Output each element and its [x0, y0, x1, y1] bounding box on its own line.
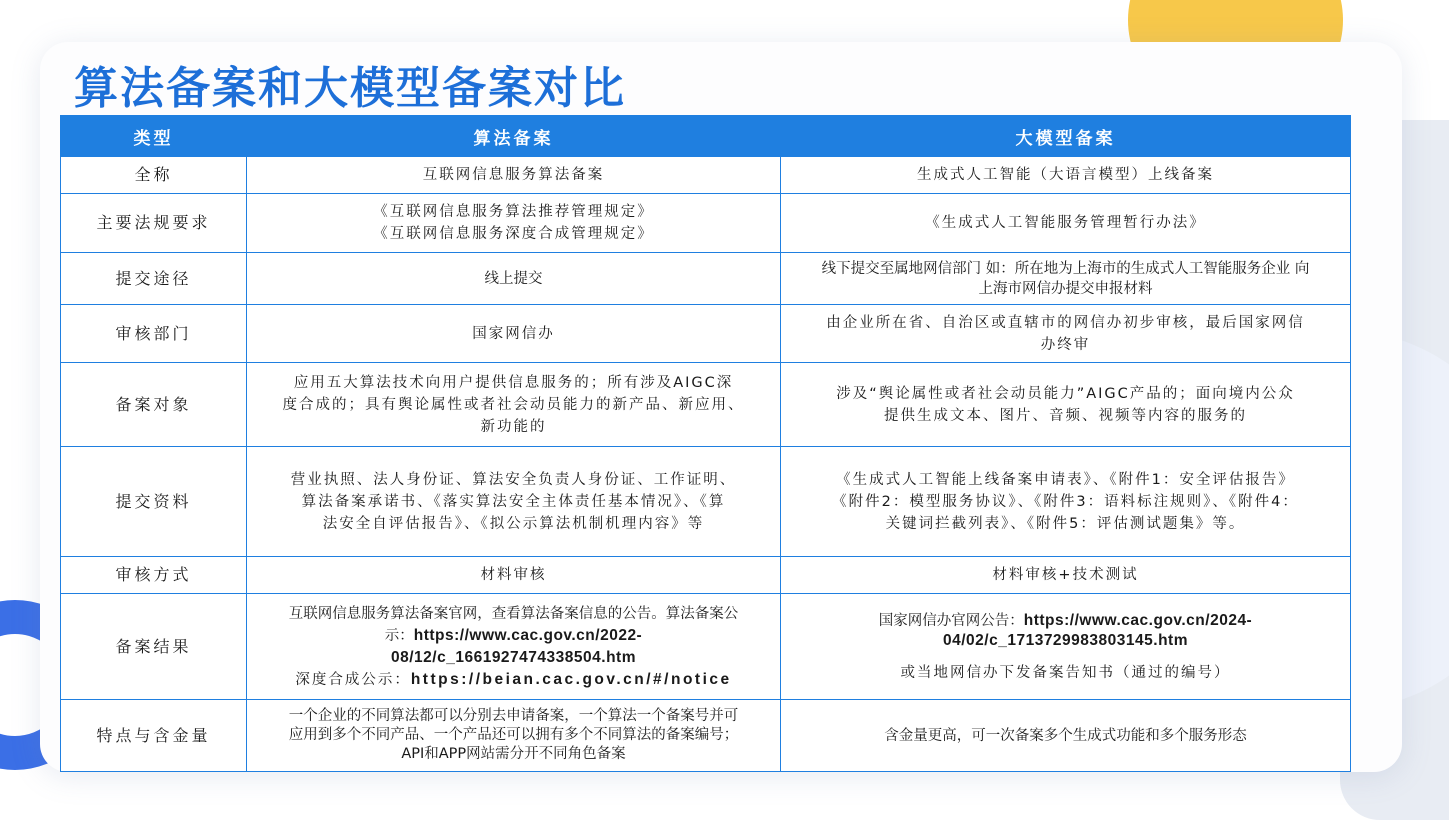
cell-line: 上海市网信办提交申报材料 — [978, 280, 1153, 297]
llm-cell — [781, 253, 1351, 305]
deep-synthesis-link[interactable]: https://beian.cac.gov.cn/#/notice — [410, 670, 732, 688]
algo-cell — [247, 194, 781, 253]
row-label: 审核方式 — [61, 557, 247, 594]
cell-line: 《生成式人工智能服务管理暂行办法》 — [925, 215, 1206, 231]
cell-line: 或当地网信办下发备案告知书（通过的编号） — [900, 664, 1231, 681]
llm-cell — [781, 157, 1351, 194]
algo-cell — [247, 253, 781, 305]
row-label: 备案结果 — [61, 594, 247, 700]
cell-line — [795, 631, 1336, 651]
cell-line — [795, 611, 1336, 631]
cell-line: 《附件2：模型服务协议》、《附件3：语料标注规则》、《附件4： — [832, 493, 1299, 510]
cell-line: 应用到多个不同产品、一个产品还可以拥有多个不同算法的备案编号； — [288, 727, 739, 743]
cell-line: 涉及“舆论属性或者社会动员能力”AIGC产品的；面向境内公众 — [836, 385, 1295, 402]
table-row — [61, 700, 1351, 772]
cell-line: 互联网信息服务算法备案 — [422, 167, 605, 183]
table-row — [61, 594, 1351, 700]
header-type: 类型 — [61, 116, 247, 157]
cell-line: 互联网信息服务算法备案官网，查看算法备案信息的公告。算法备案公 — [288, 605, 739, 622]
row-label: 审核部门 — [61, 305, 247, 363]
row-label: 提交途径 — [61, 253, 247, 305]
comparison-table — [60, 115, 1351, 772]
algo-cell — [247, 363, 781, 447]
cell-text: 深度合成公示： — [295, 671, 411, 688]
llm-cell — [781, 557, 1351, 594]
row-label: 备案对象 — [61, 363, 247, 447]
table-row — [61, 557, 1351, 594]
cell-line: 关键词拦截列表》、《附件5：评估测试题集》等。 — [885, 515, 1246, 532]
cell-text: 示： — [384, 627, 414, 644]
llm-cell — [781, 194, 1351, 253]
llm-cell — [781, 700, 1351, 772]
llm-cell — [781, 447, 1351, 557]
row-label: 提交资料 — [61, 447, 247, 557]
algo-cell — [247, 447, 781, 557]
header-llm: 大模型备案 — [781, 116, 1351, 157]
cell-line — [261, 625, 766, 647]
header-algo: 算法备案 — [247, 116, 781, 157]
table-row — [61, 305, 1351, 363]
cell-line: 生成式人工智能（大语言模型）上线备案 — [917, 167, 1214, 183]
cell-line: 《互联网信息服务算法推荐管理规定》 — [373, 204, 654, 220]
algo-cell — [247, 157, 781, 194]
table-row — [61, 194, 1351, 253]
cell-line — [261, 669, 766, 691]
cell-line: 新功能的 — [480, 418, 547, 435]
cell-line: 法安全自评估报告》、《拟公示算法机制机理内容》等 — [322, 515, 705, 532]
llm-cell — [781, 363, 1351, 447]
llm-announcement-link-cont[interactable]: 04/02/c_1713729983803145.htm — [943, 631, 1188, 649]
row-label: 全称 — [61, 157, 247, 194]
cell-text: 国家网信办官网公告： — [878, 612, 1024, 629]
cell-line: 提供生成文本、图片、音频、视频等内容的服务的 — [884, 407, 1247, 424]
cell-line: 由企业所在省、自治区或直辖市的网信办初步审核，最后国家网信 — [826, 314, 1305, 331]
table-row — [61, 363, 1351, 447]
llm-cell — [781, 594, 1351, 700]
cell-line: 应用五大算法技术向用户提供信息服务的；所有涉及AIGC深 — [293, 374, 734, 391]
cell-line: 线上提交 — [484, 270, 543, 287]
cell-line: 材料审核 — [480, 567, 547, 583]
algo-announcement-link-cont[interactable]: 08/12/c_1661927474338504.htm — [391, 648, 636, 666]
table-row — [61, 157, 1351, 194]
cell-line: 营业执照、法人身份证、算法安全负责人身份证、工作证明、 — [290, 471, 737, 488]
algo-cell — [247, 557, 781, 594]
cell-line: API和APP网站需分开不同角色备案 — [401, 746, 626, 762]
cell-line: 算法备案承诺书、《落实算法安全主体责任基本情况》、《算 — [301, 493, 726, 510]
cell-line: 材料审核+技术测试 — [992, 567, 1139, 583]
algo-cell — [247, 700, 781, 772]
row-label: 特点与含金量 — [61, 700, 247, 772]
algo-cell — [247, 594, 781, 700]
cell-line: 线下提交至属地网信部门 如：所在地为上海市的生成式人工智能服务企业 向 — [821, 260, 1310, 277]
llm-announcement-link[interactable]: https://www.cac.gov.cn/2024- — [1023, 611, 1253, 629]
cell-line: 《生成式人工智能上线备案申请表》、《附件1：安全评估报告》 — [836, 471, 1295, 488]
row-label: 主要法规要求 — [61, 194, 247, 253]
cell-line: 度合成的；具有舆论属性或者社会动员能力的新产品、新应用、 — [282, 396, 745, 413]
cell-line: 一个企业的不同算法都可以分别去申请备案，一个算法一个备案号并可 — [288, 708, 739, 724]
cell-line: 含金量更高，可一次备案多个生成式功能和多个服务形态 — [884, 727, 1247, 744]
algo-announcement-link[interactable]: https://www.cac.gov.cn/2022- — [413, 626, 643, 644]
table-row — [61, 447, 1351, 557]
page-title: 算法备案和大模型备案对比 — [74, 63, 626, 114]
table-row — [61, 253, 1351, 305]
cell-line: 《互联网信息服务深度合成管理规定》 — [373, 226, 654, 242]
llm-cell — [781, 305, 1351, 363]
algo-cell — [247, 305, 781, 363]
cell-line: 国家网信办 — [472, 325, 555, 342]
cell-line: 办终审 — [1040, 336, 1091, 353]
cell-line — [261, 647, 766, 669]
table-header-row — [61, 116, 1351, 157]
